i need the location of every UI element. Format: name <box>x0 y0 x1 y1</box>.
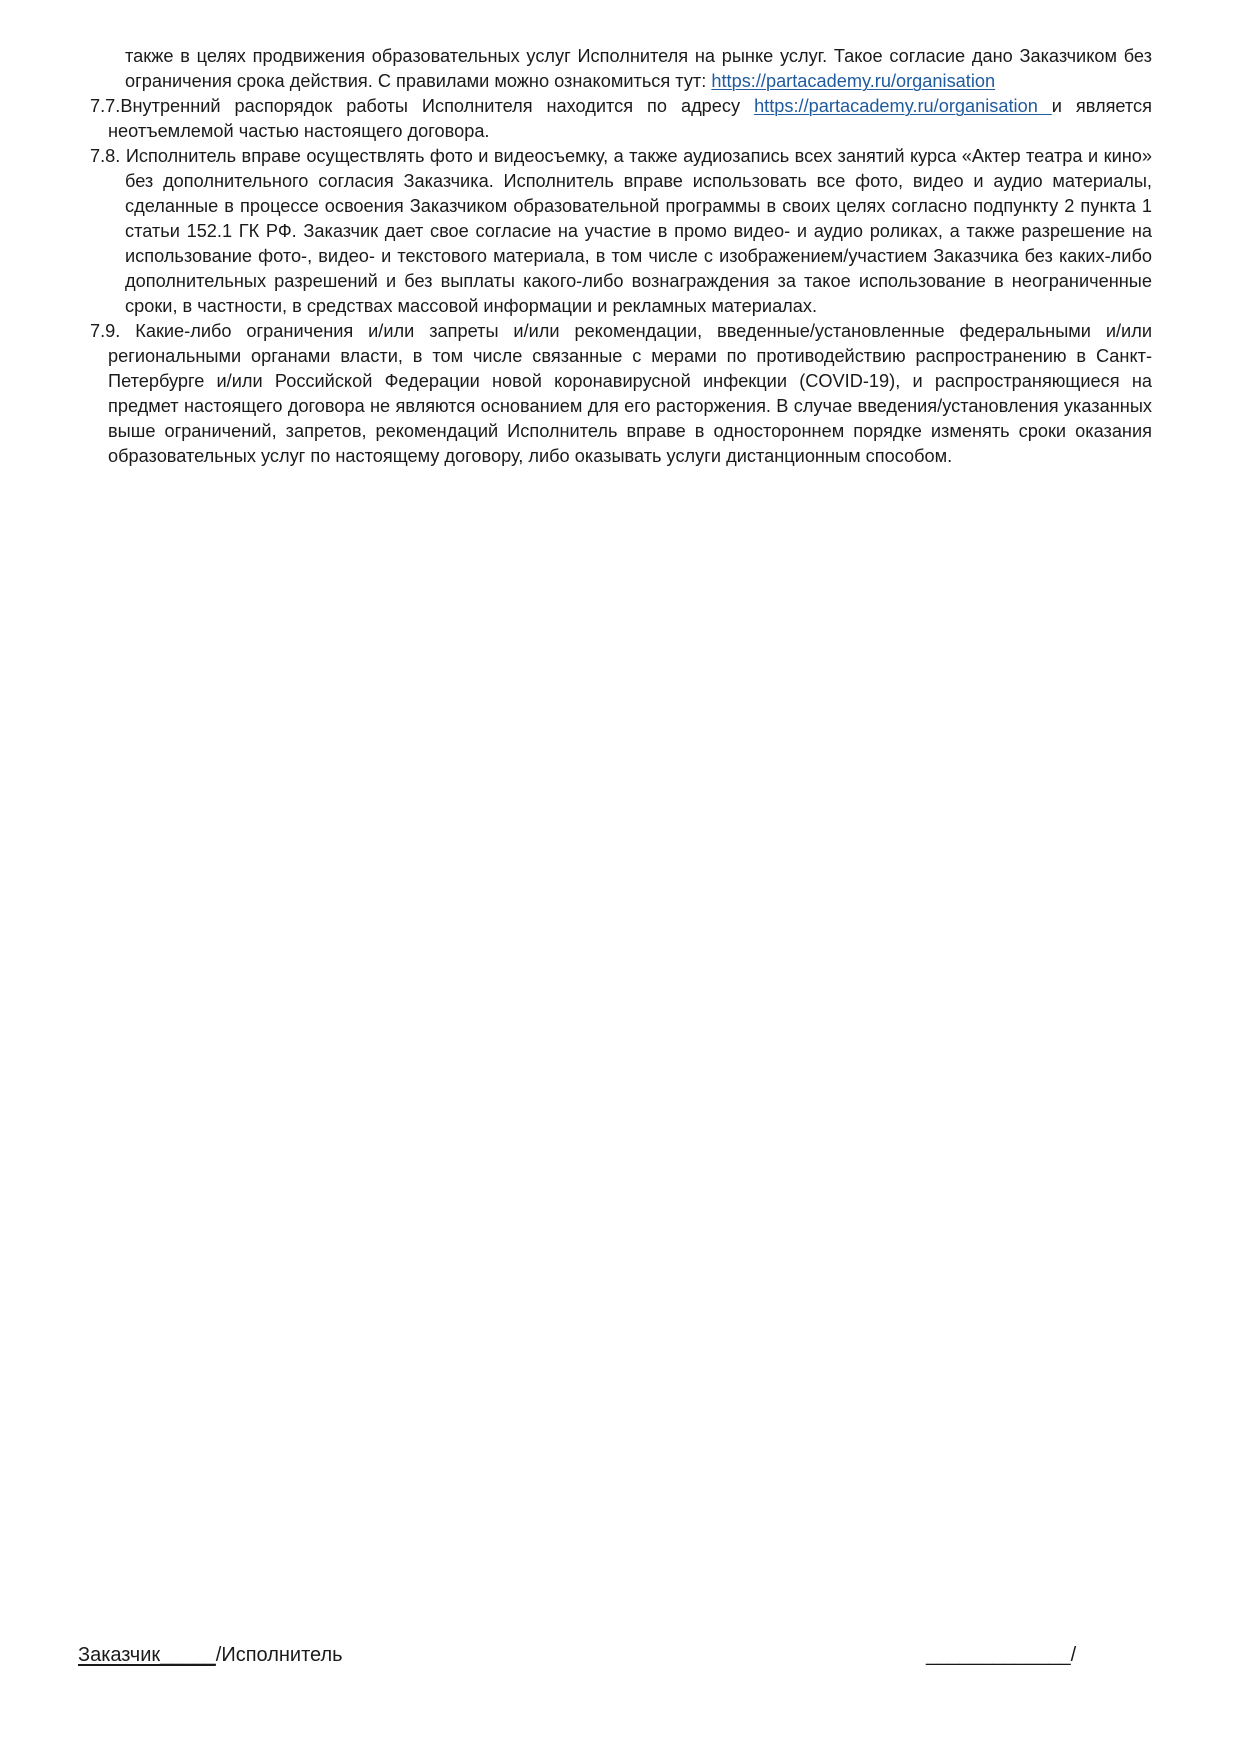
clause-text: Внутренний распорядок работы Исполнителя находится по адресу <box>120 96 755 116</box>
signature-labels <box>78 1640 343 1670</box>
contract-text <box>90 44 1152 469</box>
continuation-text: также в целях продвижения образовательных услуг Исполнителя на рынке услуг. Такое согласие дано Заказчиком без ограничения срока действия. С правилами можно ознакомиться тут: <box>125 46 1152 91</box>
executor-signature-line: _____________/ <box>926 1644 1077 1666</box>
signature-footer <box>78 1640 1088 1670</box>
clause-number: 7.8. <box>90 146 126 166</box>
executor-label: /Исполнитель <box>215 1644 343 1666</box>
clause-7-7 <box>90 94 1152 144</box>
clause-number: 7.9. <box>90 321 136 341</box>
clause-text-continued: и является неотъемлемой частью настоящего договора. <box>108 96 1153 141</box>
clause-text: Исполнитель вправе осуществлять фото и видеосъемку, а также аудиозапись всех занятий курса «Актер театра и кино» без дополнительного согласия Заказчика. Исполнитель вправе использовать все фото, видео и аудио материалы, сделанные в процессе освоения Заказчиком образовательной программы в своих целях согласно подпункту 2 пункта 1 статьи 152.1 ГК РФ. Заказчик дает свое согласие на участие в промо видео- и аудио роликах, а также разрешение на использование фото-, видео- и текстового материала, в том числе с изображением/участием Заказчика без каких-либо дополнительных разрешений и без выплаты какого-либо вознаграждения за такое использование в неограниченные сроки, в частности, в средствах массовой информации и рекламных материалах. <box>125 146 1153 316</box>
customer-label: Заказчик_____ <box>78 1644 216 1666</box>
clause-text: Какие-либо ограничения и/или запреты и/или рекомендации, введенные/установленные федеральными и/или региональными органами власти, в том числе связанные с мерами по противодействию распространению в Санкт-Петербурге и/или Российской Федерации новой коронавирусной инфекции (COVID-19), и распространяющиеся на предмет настоящего договора не являются основанием для его расторжения. В случае введения/установления указанных выше ограничений, запретов, рекомендаций Исполнитель вправе в одностороннем порядке изменять сроки оказания образовательных услуг по настоящему договору, либо оказывать услуги дистанционным способом. <box>108 321 1152 466</box>
clause-7-9 <box>90 319 1152 469</box>
clause-7-8 <box>90 144 1152 319</box>
internal-rules-link[interactable]: https://partacademy.ru/organisation <box>754 96 1052 116</box>
clause-number: 7.7. <box>90 96 121 116</box>
rules-link[interactable]: https://partacademy.ru/organisation <box>711 71 996 91</box>
clause-7-6-continuation <box>90 44 1152 94</box>
